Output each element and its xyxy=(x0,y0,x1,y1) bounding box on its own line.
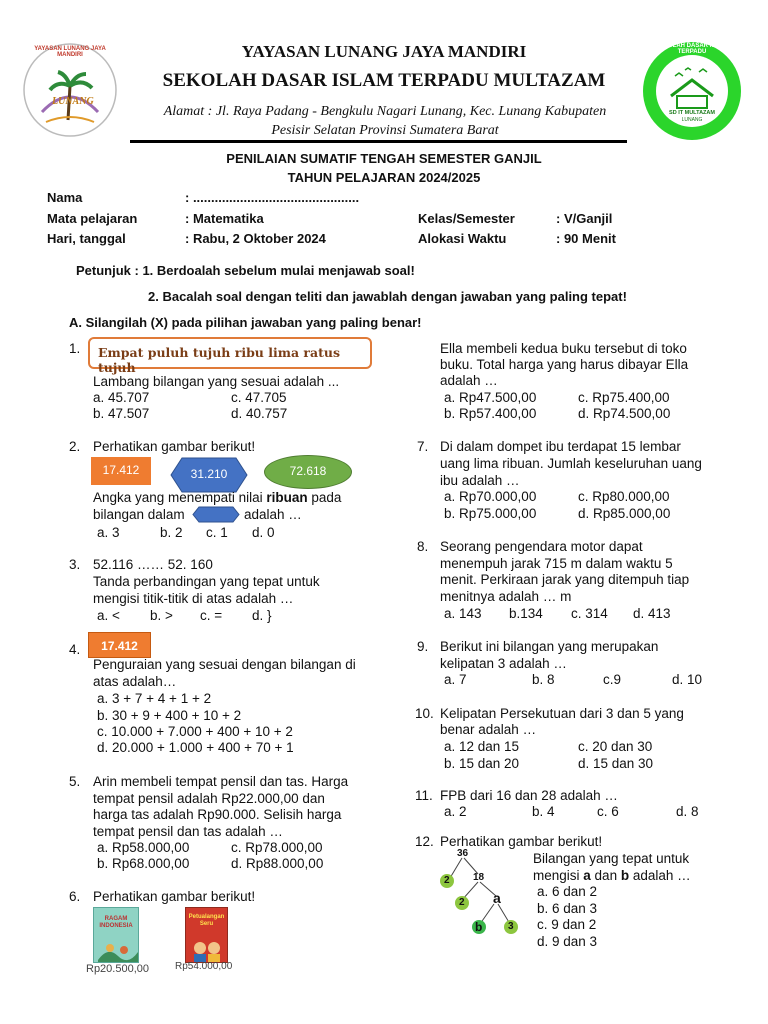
q3-option-d[interactable]: d. } xyxy=(252,608,272,623)
q10-line2: benar adalah … xyxy=(440,722,537,737)
tree-node-3: 3 xyxy=(508,921,514,932)
q10-option-d[interactable]: d. 15 dan 30 xyxy=(578,756,654,771)
exam-year: TAHUN PELAJARAN 2024/2025 xyxy=(287,170,481,185)
header-rule xyxy=(130,140,627,143)
q1-option-b[interactable]: b. 47.507 xyxy=(93,406,150,421)
q12-option-d[interactable]: d. 9 dan 3 xyxy=(537,934,598,949)
q6-option-a[interactable]: a. Rp47.500,00 xyxy=(444,390,537,405)
q9-option-d[interactable]: d. 10 xyxy=(672,672,703,687)
q2-line1-bold: ribuan xyxy=(266,490,308,505)
q7-number: 7. xyxy=(417,439,429,454)
tree-node-b: b xyxy=(475,920,483,934)
tree-node-2-first: 2 xyxy=(444,875,450,886)
q11-number: 11. xyxy=(415,788,433,803)
q2-option-d[interactable]: d. 0 xyxy=(252,525,275,540)
book1-price: Rp20.500,00 xyxy=(86,963,149,975)
q12-line2 xyxy=(533,868,691,883)
q3-expression: 52.116 …… 52. 160 xyxy=(93,557,213,572)
q5-line3: harga tas adalah Rp90.000. Selisih harga xyxy=(93,807,342,822)
q12-line2-post: adalah … xyxy=(629,868,691,883)
q8-option-c[interactable]: c. 314 xyxy=(571,606,608,621)
q3-option-b[interactable]: b. > xyxy=(150,608,173,623)
q1-option-a[interactable]: a. 45.707 xyxy=(93,390,150,405)
q5-line4: tempat pensil dan tas adalah … xyxy=(93,824,283,839)
q7-option-c[interactable]: c. Rp80.000,00 xyxy=(578,489,670,504)
q7-option-d[interactable]: d. Rp85.000,00 xyxy=(578,506,671,521)
q8-line4: menitnya adalah … m xyxy=(440,589,572,604)
instruction-2: 2. Bacalah soal dengan teliti dan jawablah dengan jawaban yang paling tepat! xyxy=(148,289,627,304)
q12-option-a[interactable]: a. 6 dan 2 xyxy=(537,884,598,899)
foundation-name: YAYASAN LUNANG JAYA MANDIRI xyxy=(241,42,527,61)
mapel-label: Mata pelajaran xyxy=(47,211,138,226)
q4-number-box: 17.412 xyxy=(88,632,151,658)
kelas-value: : V/Ganjil xyxy=(556,211,613,226)
q4-option-d[interactable]: d. 20.000 + 1.000 + 400 + 70 + 1 xyxy=(97,740,294,755)
q5-option-b[interactable]: b. Rp68.000,00 xyxy=(97,856,190,871)
q6-number: 6. xyxy=(69,889,81,904)
tree-node-36: 36 xyxy=(457,848,469,859)
q1-option-d[interactable]: d. 40.757 xyxy=(231,406,288,421)
q9-number: 9. xyxy=(417,639,429,654)
q3-line2: mengisi titik-titik di atas adalah … xyxy=(93,591,294,606)
q3-number: 3. xyxy=(69,557,81,572)
q3-line1: Tanda perbandingan yang tepat untuk xyxy=(93,574,320,589)
q6-option-c[interactable]: c. Rp75.400,00 xyxy=(578,390,670,405)
waktu-label: Alokasi Waktu xyxy=(418,231,507,246)
right-logo-name: SD IT MULTAZAM xyxy=(669,110,715,116)
q9-option-c[interactable]: c.9 xyxy=(603,672,622,687)
q6-line3: adalah … xyxy=(440,373,498,388)
q7-option-b[interactable]: b. Rp75.000,00 xyxy=(444,506,537,521)
q6-option-d[interactable]: d. Rp74.500,00 xyxy=(578,406,671,421)
q2-line2-post: adalah … xyxy=(244,507,302,522)
q12-text: Perhatikan gambar berikut! xyxy=(440,834,603,849)
q9-line1: Berikut ini bilangan yang merupakan xyxy=(440,639,659,654)
q6-line1: Ella membeli kedua buku tersebut di toko xyxy=(440,341,687,356)
q2-shape-rectangle: 17.412 xyxy=(91,457,151,485)
q8-option-d[interactable]: d. 413 xyxy=(633,606,671,621)
q12-line2-b: b xyxy=(620,868,630,883)
hari-label: Hari, tanggal xyxy=(47,231,126,246)
q12-number: 12. xyxy=(415,834,434,849)
book-ragam-indonesia-image xyxy=(93,907,139,963)
q7-line1: Di dalam dompet ibu terdapat 15 lembar xyxy=(440,439,681,454)
address-line-2: Pesisir Selatan Provinsi Sumatera Barat xyxy=(271,123,499,138)
q5-option-c[interactable]: c. Rp78.000,00 xyxy=(231,840,323,855)
q4-option-c[interactable]: c. 10.000 + 7.000 + 400 + 10 + 2 xyxy=(97,724,293,739)
q7-line3: ibu adalah … xyxy=(440,473,520,488)
q8-option-b[interactable]: b.134 xyxy=(509,606,543,621)
q2-option-c[interactable]: c. 1 xyxy=(206,525,228,540)
q8-line1: Seorang pengendara motor dapat xyxy=(440,539,643,554)
q2-line2-pre: bilangan dalam xyxy=(93,507,185,522)
q3-option-c[interactable]: c. = xyxy=(200,608,223,623)
tree-node-a: a xyxy=(493,890,501,906)
q11-option-b[interactable]: b. 4 xyxy=(532,804,555,819)
q6-text: Perhatikan gambar berikut! xyxy=(93,889,256,904)
q8-number: 8. xyxy=(417,539,429,554)
q3-option-a[interactable]: a. < xyxy=(97,608,120,623)
q9-option-a[interactable]: a. 7 xyxy=(444,672,467,687)
q12-option-b[interactable]: b. 6 dan 3 xyxy=(537,901,598,916)
q5-number: 5. xyxy=(69,774,81,789)
q8-option-a[interactable]: a. 143 xyxy=(444,606,482,621)
q4-line1: Penguraian yang sesuai dengan bilangan di xyxy=(93,657,356,672)
kelas-label: Kelas/Semester xyxy=(418,211,515,226)
q2-option-a[interactable]: a. 3 xyxy=(97,525,120,540)
q10-option-c[interactable]: c. 20 dan 30 xyxy=(578,739,653,754)
q4-number: 4. xyxy=(69,642,81,657)
q12-option-c[interactable]: c. 9 dan 2 xyxy=(537,917,597,932)
q1-option-c[interactable]: c. 47.705 xyxy=(231,390,287,405)
book-petualangan-seru-image xyxy=(185,907,228,963)
q12-line1: Bilangan yang tepat untuk xyxy=(533,851,690,866)
q2-line1-pre: Angka yang menempati nilai xyxy=(93,490,267,505)
q7-line2: uang lima ribuan. Jumlah keseluruhan uang xyxy=(440,456,702,471)
q8-line2: menempuh jarak 715 m dalam waktu 5 xyxy=(440,556,673,571)
book1-title: RAGAM INDONESIA xyxy=(99,916,133,929)
q4-option-b[interactable]: b. 30 + 9 + 400 + 10 + 2 xyxy=(97,708,242,723)
q2-number: 2. xyxy=(69,439,81,454)
q10-number: 10. xyxy=(415,706,434,721)
q12-line2-pre: mengisi xyxy=(533,868,584,883)
mapel-value: : Matematika xyxy=(185,211,264,226)
nama-field[interactable]: : .............................................. xyxy=(185,190,360,205)
instruction-1: Petunjuk : 1. Berdoalah sebelum mulai menjawab soal! xyxy=(76,263,415,278)
nama-label: Nama xyxy=(47,190,83,205)
q5-option-a[interactable]: a. Rp58.000,00 xyxy=(97,840,190,855)
q1-number-words-box: Empat puluh tujuh ribu lima ratus tujuh xyxy=(88,337,372,369)
q10-option-b[interactable]: b. 15 dan 20 xyxy=(444,756,520,771)
q4-option-a[interactable]: a. 3 + 7 + 4 + 1 + 2 xyxy=(97,691,212,706)
q7-option-a[interactable]: a. Rp70.000,00 xyxy=(444,489,537,504)
q9-line2: kelipatan 3 adalah … xyxy=(440,656,567,671)
school-address xyxy=(130,102,640,140)
q12-line2-a: a xyxy=(583,868,591,883)
factor-tree-diagram xyxy=(436,848,526,938)
left-logo-name: LUNANG xyxy=(52,96,94,107)
q10-line1: Kelipatan Persekutuan dari 3 dan 5 yang xyxy=(440,706,684,721)
q2-line1 xyxy=(93,490,341,505)
school-name: SEKOLAH DASAR ISLAM TERPADU MULTAZAM xyxy=(162,70,606,91)
q1-text: Lambang bilangan yang sesuai adalah ... xyxy=(93,374,340,389)
q2-ellipse-value: 72.618 xyxy=(289,464,327,478)
q11-option-c[interactable]: c. 6 xyxy=(597,804,619,819)
q10-option-a[interactable]: a. 12 dan 15 xyxy=(444,739,520,754)
q2-shape-ellipse xyxy=(264,455,352,489)
tree-node-2-second: 2 xyxy=(459,897,465,908)
q2-hexagon-value: 31.210 xyxy=(190,467,228,481)
waktu-value: : 90 Menit xyxy=(556,231,616,246)
q2-shape-hexagon xyxy=(170,457,248,493)
book2-title: Petualangan Seru xyxy=(188,914,225,927)
q5-line1: Arin membeli tempat pensil dan tas. Harga xyxy=(93,774,349,789)
left-logo-arc-text: YAYASAN LUNANG JAYA MANDIRI xyxy=(34,46,106,58)
q2-line1-post: pada xyxy=(307,490,342,505)
section-a-heading: A. Silangilah (X) pada pilihan jawaban yang paling benar! xyxy=(69,315,422,330)
q2-inline-hexagon xyxy=(192,506,240,523)
q5-line2: tempat pensil adalah Rp22.000,00 dan xyxy=(93,791,325,806)
right-logo-arc-text: SEKOLAH DASAR ISLAM TERPADU xyxy=(655,43,729,55)
address-line-1: Alamat : Jl. Raya Padang - Bengkulu Nagari Lunang, Kec. Lunang Kabupaten xyxy=(163,104,607,119)
q2-option-b[interactable]: b. 2 xyxy=(160,525,183,540)
hari-value: : Rabu, 2 Oktober 2024 xyxy=(185,231,326,246)
q8-line3: menit. Perkiraan jarak yang ditempuh tiap xyxy=(440,572,690,587)
q12-line2-mid: dan xyxy=(590,868,621,883)
right-logo-sub: LUNANG xyxy=(681,117,703,123)
q1-number: 1. xyxy=(69,341,81,356)
q6-option-b[interactable]: b. Rp57.400,00 xyxy=(444,406,537,421)
q11-option-a[interactable]: a. 2 xyxy=(444,804,467,819)
q2-text: Perhatikan gambar berikut! xyxy=(93,439,256,454)
q4-line2: atas adalah… xyxy=(93,674,177,689)
q6-line2: buku. Total harga yang harus dibayar Ella xyxy=(440,357,689,372)
tree-node-18: 18 xyxy=(473,872,485,883)
q9-option-b[interactable]: b. 8 xyxy=(532,672,555,687)
q11-option-d[interactable]: d. 8 xyxy=(676,804,699,819)
q11-line1: FPB dari 16 dan 28 adalah … xyxy=(440,788,618,803)
exam-title: PENILAIAN SUMATIF TENGAH SEMESTER GANJIL xyxy=(226,151,542,166)
book2-price: Rp54.000,00 xyxy=(175,961,233,972)
q5-option-d[interactable]: d. Rp88.000,00 xyxy=(231,856,324,871)
